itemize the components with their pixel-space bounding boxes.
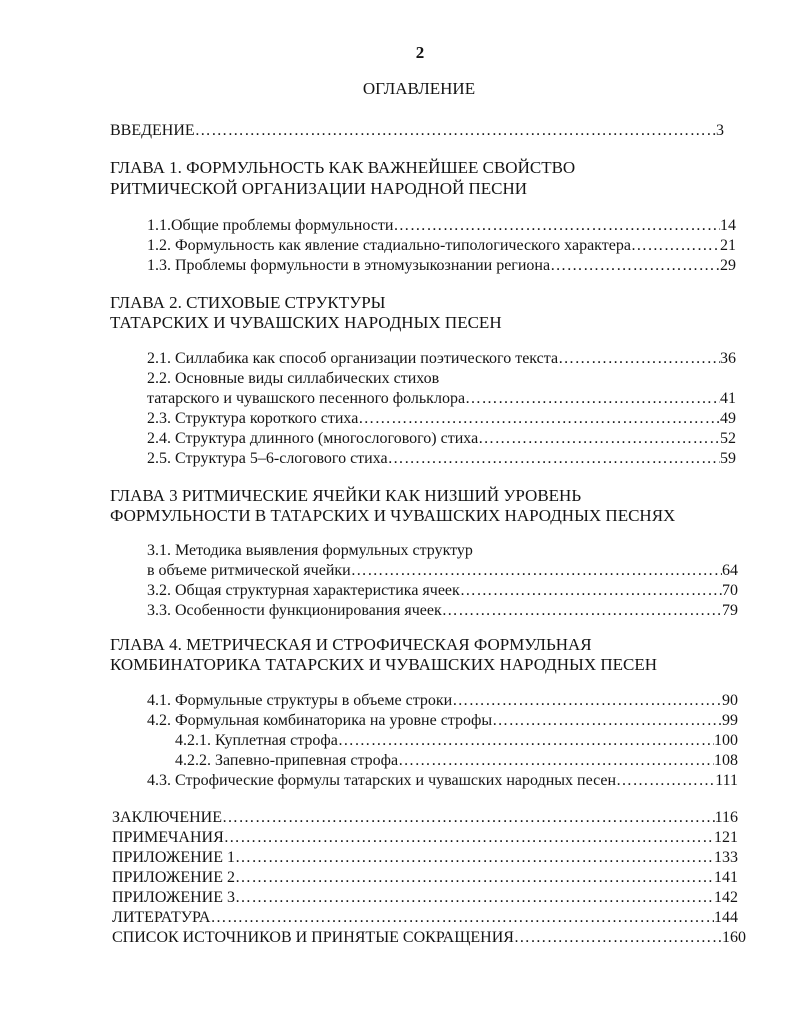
toc-entry-page: 142 (714, 889, 738, 906)
toc-entry-label: 3.2. Общая структурная характеристика ячеек (147, 582, 460, 599)
toc-entry-1-2 (147, 236, 736, 256)
toc-entry-3-3 (147, 601, 738, 621)
toc-entry-label: 3.3. Особенности функционирования ячеек (147, 602, 442, 619)
toc-entry-4-3 (147, 771, 738, 791)
toc-entry-label: СПИСОК ИСТОЧНИКОВ И ПРИНЯТЫЕ СОКРАЩЕНИЯ (112, 929, 514, 946)
toc-entry-page: 116 (714, 809, 738, 826)
toc-entry-page: 36 (720, 350, 736, 367)
leader-dots (452, 691, 722, 711)
leader-dots (492, 711, 722, 731)
toc-entry-page: 121 (714, 829, 738, 846)
toc-entry-page: 14 (720, 217, 736, 234)
toc-entry-page: 90 (722, 692, 738, 709)
leader-dots (235, 888, 714, 908)
toc-entry-literature (112, 908, 738, 928)
toc-entry-label: 4.3. Строфические формулы татарских и чувашских народных песен (147, 772, 617, 789)
leader-dots (210, 908, 714, 928)
chapter-3-heading-line-2: ФОРМУЛЬНОСТИ В ТАТАРСКИХ И ЧУВАШСКИХ НАРОДНЫХ ПЕСНЯХ (110, 506, 676, 525)
toc-entry-4-2-2 (175, 751, 738, 771)
toc-entry-page: 141 (714, 869, 738, 886)
toc-entry-page: 52 (720, 430, 736, 447)
leader-dots (550, 256, 720, 276)
toc-entry-label: 4.2. Формульная комбинаторика на уровне строфы (147, 712, 493, 729)
toc-entry-page: 144 (714, 909, 738, 926)
toc-entry-label: ВВЕДЕНИЕ (110, 122, 195, 139)
toc-entry-page: 41 (720, 390, 736, 407)
toc-entry-label: 4.2.1. Куплетная строфа (175, 732, 338, 749)
toc-entry-page: 59 (720, 450, 736, 467)
leader-dots (351, 561, 722, 581)
toc-entry-label: ПРИЛОЖЕНИЕ 1 (112, 849, 236, 866)
toc-entry-label: 4.1. Формульные структуры в объеме строки (147, 692, 453, 709)
toc-entry-page: 100 (714, 732, 738, 749)
toc-entry-3-1-line-1: 3.1. Методика выявления формульных структур (147, 542, 473, 559)
toc-entry-2-5 (147, 449, 736, 469)
toc-entry-page: 64 (722, 562, 738, 579)
leader-dots (631, 236, 720, 256)
toc-entry-2-3 (147, 409, 736, 429)
toc-entry-label: 2.4. Структура длинного (многослогового) стиха (147, 430, 479, 447)
leader-dots (616, 771, 715, 791)
leader-dots (393, 216, 720, 236)
toc-entry-page: 99 (722, 712, 738, 729)
toc-entry-appendix-3 (112, 888, 738, 908)
toc-entry-notes (112, 828, 738, 848)
leader-dots (388, 449, 720, 469)
toc-entry-4-1 (147, 691, 738, 711)
leader-dots (398, 751, 714, 771)
toc-entry-page: 3 (716, 122, 724, 139)
toc-entry-page: 49 (720, 410, 736, 427)
toc-entry-label: 1.1.Общие проблемы формульности (147, 217, 394, 234)
toc-entry-label: ЛИТЕРАТУРА (112, 909, 211, 926)
leader-dots (514, 928, 722, 948)
leader-dots (235, 868, 714, 888)
toc-entry-2-2 (147, 389, 736, 409)
toc-entry-label: 4.2.2. Запевно-припевная строфа (175, 752, 399, 769)
toc-entry-label: ПРИМЕЧАНИЯ (112, 829, 224, 846)
toc-entry-sources (112, 928, 746, 948)
toc-entry-conclusion (112, 808, 738, 828)
toc-entry-page: 29 (720, 257, 736, 274)
toc-entry-1-3 (147, 256, 736, 276)
toc-entry-label: 1.3. Проблемы формульности в этномузыкознании региона (147, 257, 551, 274)
page-title: ОГЛАВЛЕНИЕ (362, 79, 476, 98)
toc-entry-2-4 (147, 429, 736, 449)
toc-entry-page: 21 (720, 237, 736, 254)
toc-entry-label: в объеме ритмической ячейки (147, 562, 351, 579)
leader-dots (465, 389, 720, 409)
toc-entry-label: ПРИЛОЖЕНИЕ 3 (112, 889, 236, 906)
toc-entry-label: татарского и чувашского песенного фольклора (147, 390, 466, 407)
toc-entry-page: 108 (714, 752, 738, 769)
chapter-3-heading-line-1: ГЛАВА 3 РИТМИЧЕСКИЕ ЯЧЕЙКИ КАК НИЗШИЙ УРОВЕНЬ (110, 486, 582, 505)
leader-dots (195, 121, 716, 141)
toc-entry-label: 1.2. Формульность как явление стадиально-типологического характера (147, 237, 631, 254)
toc-entry-page: 79 (722, 602, 738, 619)
toc-entry-page: 111 (715, 772, 738, 789)
toc-entry-intro (110, 121, 724, 141)
toc-entry-page: 70 (722, 582, 738, 599)
toc-entry-4-2 (147, 711, 738, 731)
chapter-2-heading-line-1: ГЛАВА 2. СТИХОВЫЕ СТРУКТУРЫ (110, 293, 386, 312)
leader-dots (235, 848, 714, 868)
toc-entry-label: 2.1. Силлабика как способ организации поэтического текста (147, 350, 559, 367)
chapter-1-heading-line-2: РИТМИЧЕСКОЙ ОРГАНИЗАЦИИ НАРОДНОЙ ПЕСНИ (110, 179, 528, 198)
leader-dots (358, 409, 720, 429)
chapter-4-heading-line-1: ГЛАВА 4. МЕТРИЧЕСКАЯ И СТРОФИЧЕСКАЯ ФОРМУЛЬНАЯ (110, 635, 592, 654)
toc-entry-label: 2.3. Структура короткого стиха (147, 410, 359, 427)
leader-dots (338, 731, 714, 751)
toc-entry-label: ЗАКЛЮЧЕНИЕ (112, 809, 222, 826)
leader-dots (442, 601, 722, 621)
toc-entry-2-1 (147, 349, 736, 369)
leader-dots (224, 828, 714, 848)
toc-entry-label: ПРИЛОЖЕНИЕ 2 (112, 869, 236, 886)
toc-entry-page: 133 (714, 849, 738, 866)
leader-dots (478, 429, 720, 449)
toc-entry-4-2-1 (175, 731, 738, 751)
chapter-1-heading-line-1: ГЛАВА 1. ФОРМУЛЬНОСТЬ КАК ВАЖНЕЙШЕЕ СВОЙСТВО (110, 158, 576, 177)
chapter-2-heading-line-2: ТАТАРСКИХ И ЧУВАШСКИХ НАРОДНЫХ ПЕСЕН (110, 313, 502, 332)
toc-entry-label: 2.5. Структура 5–6-слогового стиха (147, 450, 388, 467)
toc-entry-2-2-line-1: 2.2. Основные виды силлабических стихов (147, 370, 440, 387)
toc-entry-3-2 (147, 581, 738, 601)
toc-entry-3-1 (147, 561, 738, 581)
toc-entry-1-1 (147, 216, 736, 236)
toc-entry-appendix-1 (112, 848, 738, 868)
leader-dots (558, 349, 720, 369)
leader-dots (222, 808, 715, 828)
leader-dots (460, 581, 722, 601)
toc-entry-page: 160 (722, 929, 746, 946)
chapter-4-heading-line-2: КОМБИНАТОРИКА ТАТАРСКИХ И ЧУВАШСКИХ НАРОДНЫХ ПЕСЕН (110, 655, 658, 674)
page-number: 2 (415, 43, 425, 62)
toc-entry-appendix-2 (112, 868, 738, 888)
